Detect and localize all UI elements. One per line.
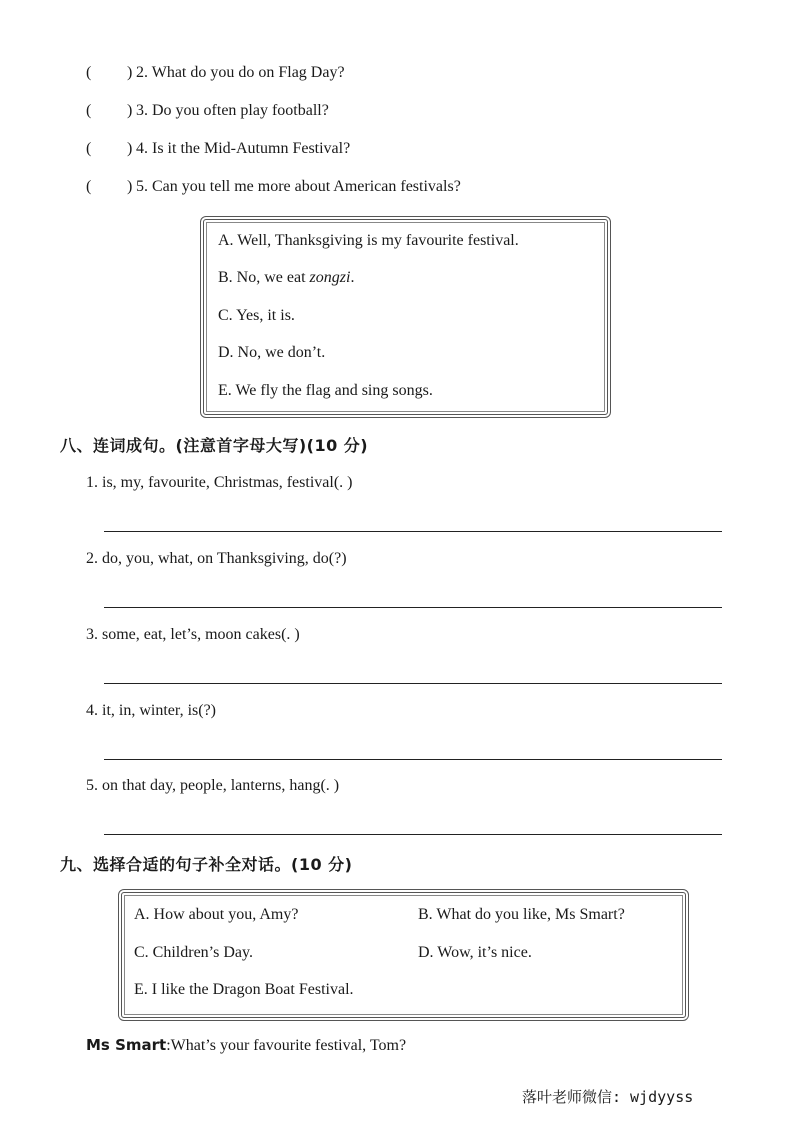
reorder-item-1: 1. is, my, favourite, Christmas, festival(. ) — [86, 474, 353, 491]
answer-line-2[interactable] — [104, 607, 722, 608]
option-e: E. We fly the flag and sing songs. — [218, 382, 433, 399]
dialog-option-d: D. Wow, it’s nice. — [418, 944, 532, 961]
section-8-heading: 八、连词成句。(注意首字母大写)(10 分) — [60, 436, 369, 455]
reorder-item-4: 4. it, in, winter, is(?) — [86, 702, 216, 719]
answer-line-1[interactable] — [104, 531, 722, 532]
answer-paren-close: ) — [127, 178, 133, 195]
option-b — [218, 269, 354, 287]
question-text: 2. What do you do on Flag Day? — [136, 64, 345, 81]
question-text: 4. Is it the Mid-Autumn Festival? — [136, 140, 351, 157]
answer-paren-open: ( — [86, 64, 92, 81]
reorder-item-2: 2. do, you, what, on Thanksgiving, do(?) — [86, 550, 347, 567]
dialog-option-e: E. I like the Dragon Boat Festival. — [134, 981, 354, 998]
dialog-option-b: B. What do you like, Ms Smart? — [418, 906, 625, 923]
option-b-suffix: . — [350, 269, 355, 286]
reorder-item-5: 5. on that day, people, lanterns, hang(. ) — [86, 777, 340, 794]
option-a: A. Well, Thanksgiving is my favourite festival. — [218, 232, 519, 249]
option-b-prefix: B. No, we eat — [218, 269, 310, 286]
answer-line-3[interactable] — [104, 683, 722, 684]
dialogue-line — [86, 1036, 406, 1055]
speaker-colon: : — [166, 1037, 171, 1054]
answer-line-5[interactable] — [104, 834, 722, 835]
reorder-item-3: 3. some, eat, let’s, moon cakes(. ) — [86, 626, 300, 643]
dialog-option-c: C. Children’s Day. — [134, 944, 253, 961]
answer-paren-close: ) — [127, 64, 133, 81]
dialogue-text: What’s your favourite festival, Tom? — [170, 1037, 407, 1054]
answer-paren-close: ) — [127, 140, 133, 157]
answer-paren-open: ( — [86, 178, 92, 195]
speaker-name: Ms Smart — [86, 1036, 167, 1054]
dialog-option-a: A. How about you, Amy? — [134, 906, 299, 923]
option-b-italic-word: zongzi — [309, 269, 351, 286]
watermark-text: 落叶老师微信: wjdyyss — [522, 1088, 694, 1106]
answer-line-4[interactable] — [104, 759, 722, 760]
answer-paren-close: ) — [127, 102, 133, 119]
option-c: C. Yes, it is. — [218, 307, 295, 324]
section-9-heading: 九、选择合适的句子补全对话。(10 分) — [60, 855, 353, 874]
answer-paren-open: ( — [86, 140, 92, 157]
option-d: D. No, we don’t. — [218, 344, 326, 361]
question-text: 3. Do you often play football? — [136, 102, 329, 119]
question-text: 5. Can you tell me more about American festivals? — [136, 178, 461, 195]
answer-paren-open: ( — [86, 102, 92, 119]
